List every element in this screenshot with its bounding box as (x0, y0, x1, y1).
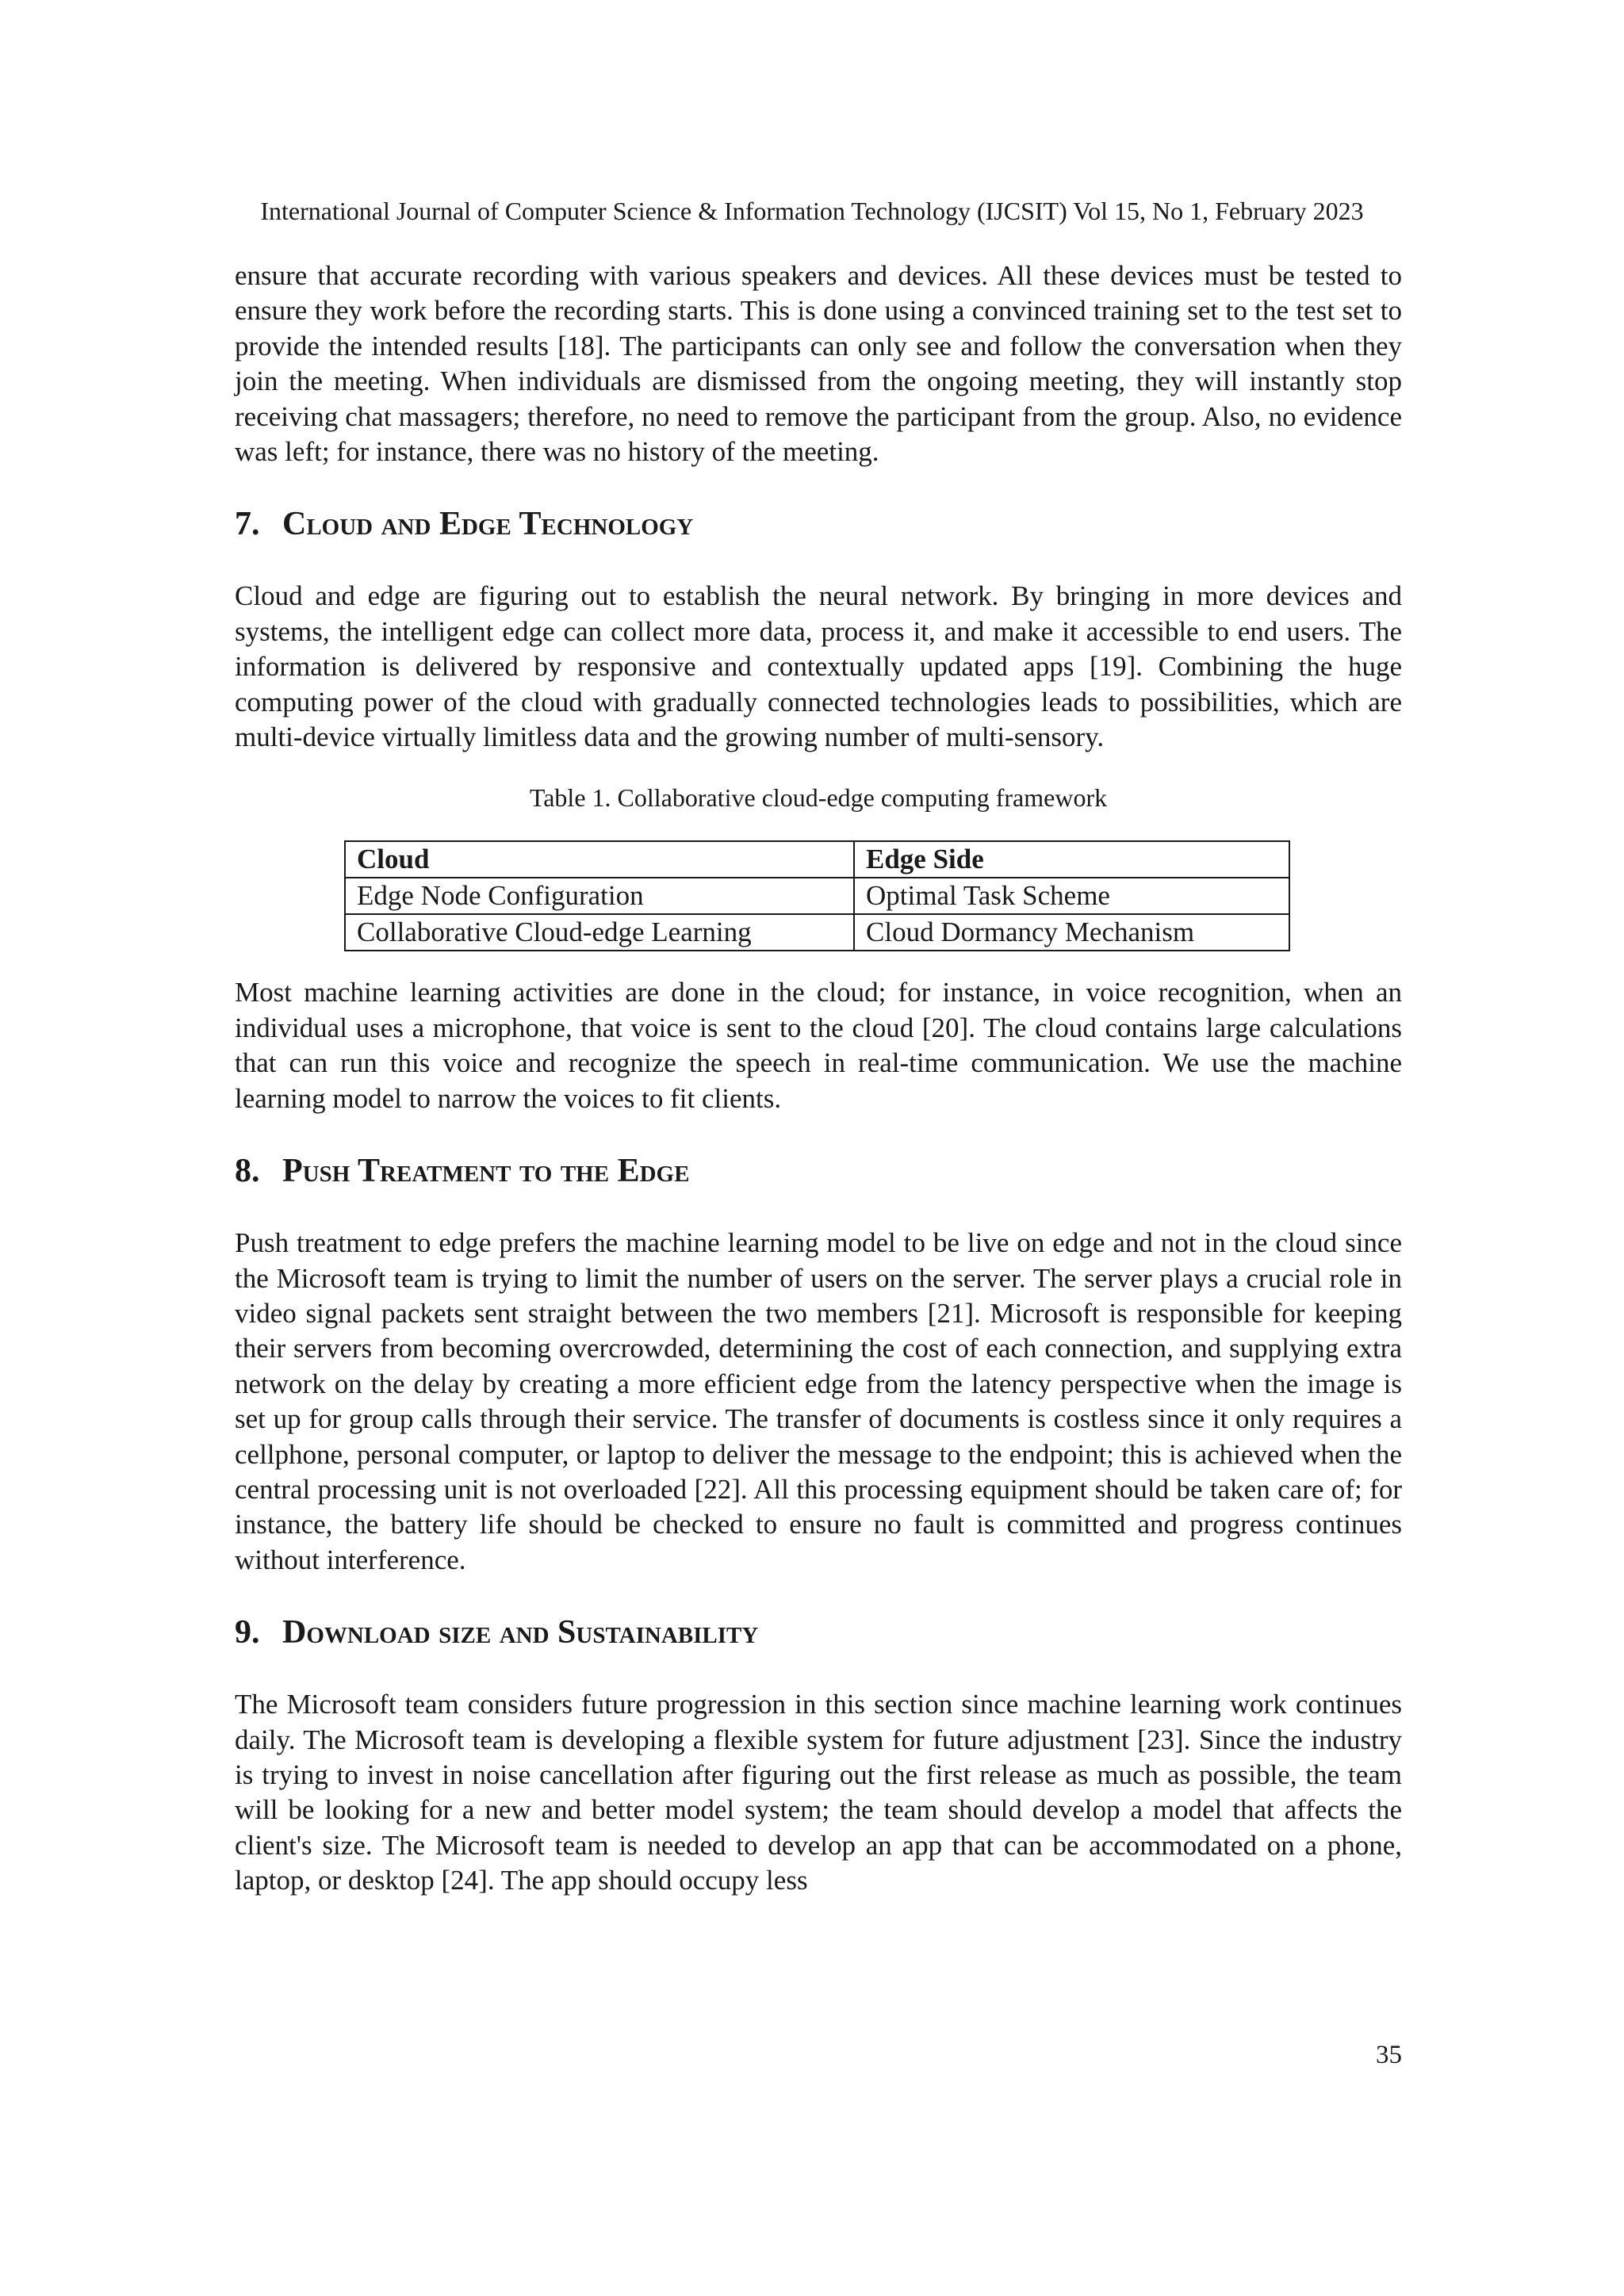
section-7-number: 7. (235, 506, 260, 543)
page-content (235, 258, 1402, 1899)
table-cell: Collaborative Cloud-edge Learning (345, 914, 854, 951)
section-8-heading (235, 1151, 1402, 1191)
running-header: International Journal of Computer Science & Information Technology (IJCSIT) Vol 15, No 1, February 2023 (260, 197, 1364, 225)
table-cell: Optimal Task Scheme (854, 878, 1289, 914)
page-number: 35 (1376, 2041, 1402, 2069)
section-9-title: Download size and Sustainability (282, 1614, 759, 1651)
table-1-caption: Table 1. Collaborative cloud-edge computing framework (529, 783, 1108, 813)
section-7-heading (235, 504, 1402, 544)
section-8-paragraph: Push treatment to edge prefers the machine learning model to be live on edge and not in the cloud since the Microsoft team is trying to limit the number of users on the server. The server plays a crucial role in video signal packets sent straight between the two members [21]. Microsoft is responsible for keeping their servers from becoming overcrowded, determining the cost of each connection, and supplying extra network on the delay by creating a more efficient edge from the latency perspective when the image is set up for group calls through their service. The transfer of documents is costless since it only requires a cellphone, personal computer, or laptop to deliver the message to the endpoint; this is achieved when the central processing unit is not overloaded [22]. All this processing equipment should be taken care of; for instance, the battery life should be checked to ensure no fault is committed and progress continues without interference. (235, 1227, 1402, 1575)
section-7-paragraph-1: Cloud and edge are figuring out to establish the neural network. By bringing in more devices and systems, the intelligent edge can collect more data, process it, and make it accessible to end users. The information is delivered by responsive and contextually updated apps [19]. Combining the huge computing power of the cloud with gradually connected technologies leads to possibilities, which are multi-device virtually limitless data and the growing number of multi-sensory. (235, 580, 1402, 753)
section-8-number: 8. (235, 1153, 260, 1190)
table-cell: Cloud Dormancy Mechanism (854, 914, 1289, 951)
intro-paragraph: ensure that accurate recording with various speakers and devices. All these devices must be tested to ensure they work before the recording starts. This is done using a convinced training set to the test set to provide the intended results [18]. The participants can only see and follow the conversation when they join the meeting. When individuals are dismissed from the ongoing meeting, they will instantly stop receiving chat massagers; therefore, no need to remove the participant from the group. Also, no evidence was left; for instance, there was no history of the meeting. (235, 260, 1402, 468)
table-1 (344, 840, 1290, 951)
table-header-cloud: Cloud (345, 841, 854, 878)
table-header-row (345, 841, 1289, 878)
section-9-number: 9. (235, 1614, 260, 1651)
table-row (345, 914, 1289, 951)
section-7-title: Cloud and Edge Technology (282, 506, 694, 543)
section-8-title: Push Treatment to the Edge (282, 1153, 690, 1190)
section-9-paragraph: The Microsoft team considers future progression in this section since machine learning work continues daily. The Microsoft team is developing a flexible system for future adjustment [23]. Since the industry is trying to invest in noise cancellation after figuring out the first release as much as possible, the team will be looking for a new and better model system; the team should develop a model that affects the client's size. The Microsoft team is needed to develop an app that can be accommodated on a phone, laptop, or desktop [24]. The app should occupy less (235, 1689, 1402, 1896)
table-cell: Edge Node Configuration (345, 878, 854, 914)
table-row (345, 878, 1289, 914)
table-header-edge-side: Edge Side (854, 841, 1289, 878)
section-9-heading (235, 1613, 1402, 1652)
section-7-paragraph-2: Most machine learning activities are done in the cloud; for instance, in voice recognition, when an individual uses a microphone, that voice is sent to the cloud [20]. The cloud contains large calculations that can run this voice and recognize the speech in real-time communication. We use the machine learning model to narrow the voices to fit clients. (235, 977, 1402, 1114)
